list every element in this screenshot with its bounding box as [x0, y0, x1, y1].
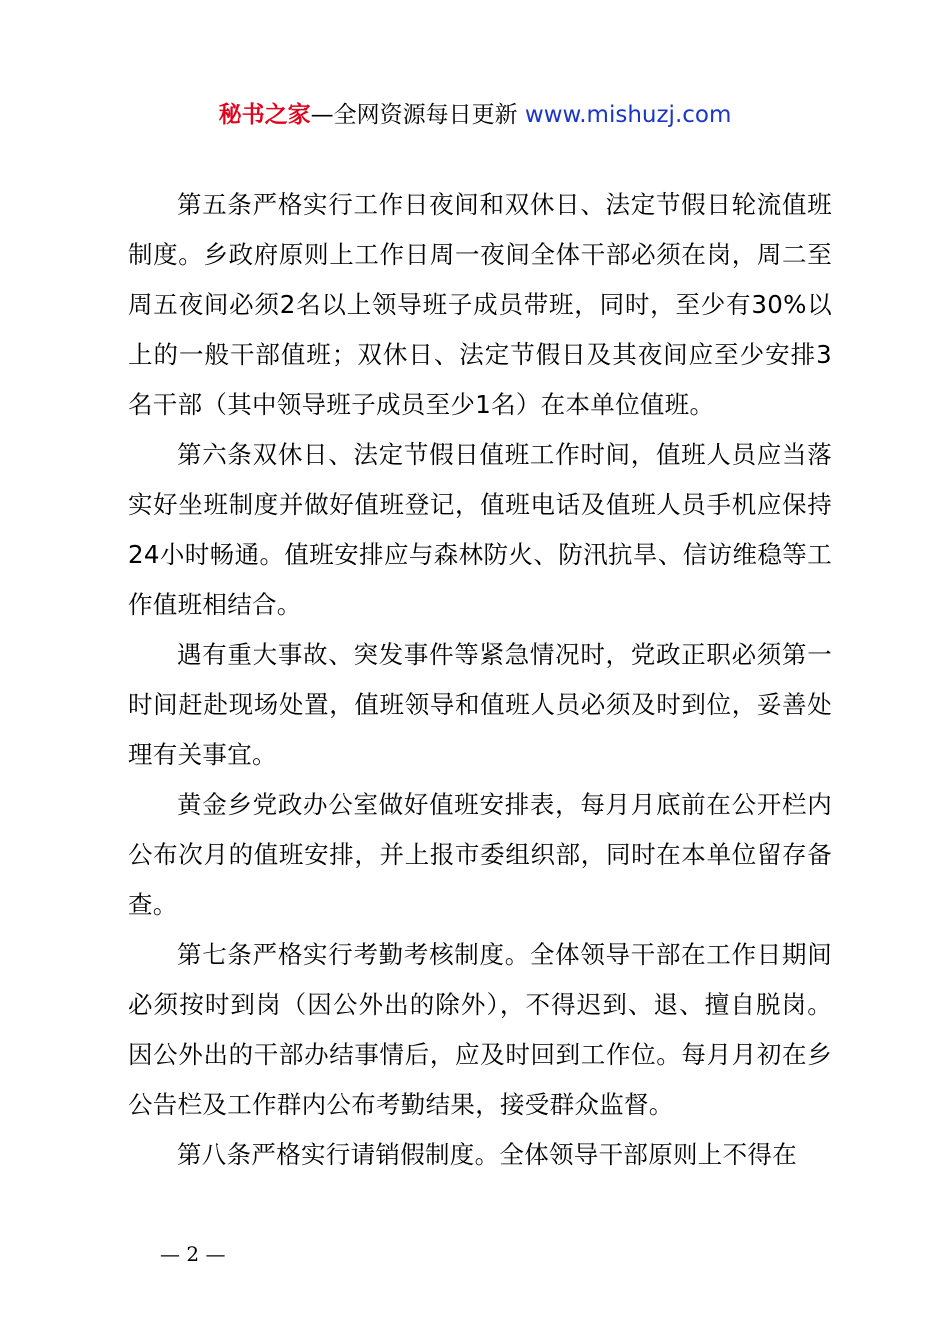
site-header — [0, 98, 950, 132]
site-url-link[interactable]: www.mishuzj.com — [524, 102, 732, 128]
paragraph-duty-schedule: 黄金乡党政办公室做好值班安排表，每月月底前在公开栏内公布次月的值班安排，并上报市委组织部，同时在本单位留存备查。 — [128, 790, 832, 919]
paragraph-emergency: 遇有重大事故、突发事件等紧急情况时，党政正职必须第一时间赶赴现场处置，值班领导和值班人员必须及时到位，妥善处理有关事宜。 — [128, 640, 832, 769]
document-body — [128, 180, 832, 1180]
page-number: — 2 — — [160, 1242, 226, 1266]
paragraph-article-5: 第五条严格实行工作日夜间和双休日、法定节假日轮流值班制度。乡政府原则上工作日周一夜间全体干部必须在岗，周二至周五夜间必须2名以上领导班子成员带班，同时，至少有30%以上的一般干部值班；双休日、法定节假日及其夜间应至少安排3名干部（其中领导班子成员至少1名）在本单位值班。 — [128, 190, 832, 419]
paragraph-article-8: 第八条严格实行请销假制度。全体领导干部原则上不得在 — [177, 1140, 797, 1169]
site-tagline: —全网资源每日更新 — [310, 102, 525, 128]
paragraph-article-7: 第七条严格实行考勤考核制度。全体领导干部在工作日期间必须按时到岗（因公外出的除外），不得迟到、退、擅自脱岗。因公外出的干部办结事情后，应及时回到工作位。每月月初在乡公告栏及工作群内公布考勤结果，接受群众监督。 — [128, 940, 832, 1119]
paragraph-article-6: 第六条双休日、法定节假日值班工作时间，值班人员应当落实好坐班制度并做好值班登记，值班电话及值班人员手机应保持24小时畅通。值班安排应与森林防火、防汛抗旱、信访维稳等工作值班相结合。 — [128, 440, 832, 619]
site-brand: 秘书之家 — [218, 102, 311, 128]
